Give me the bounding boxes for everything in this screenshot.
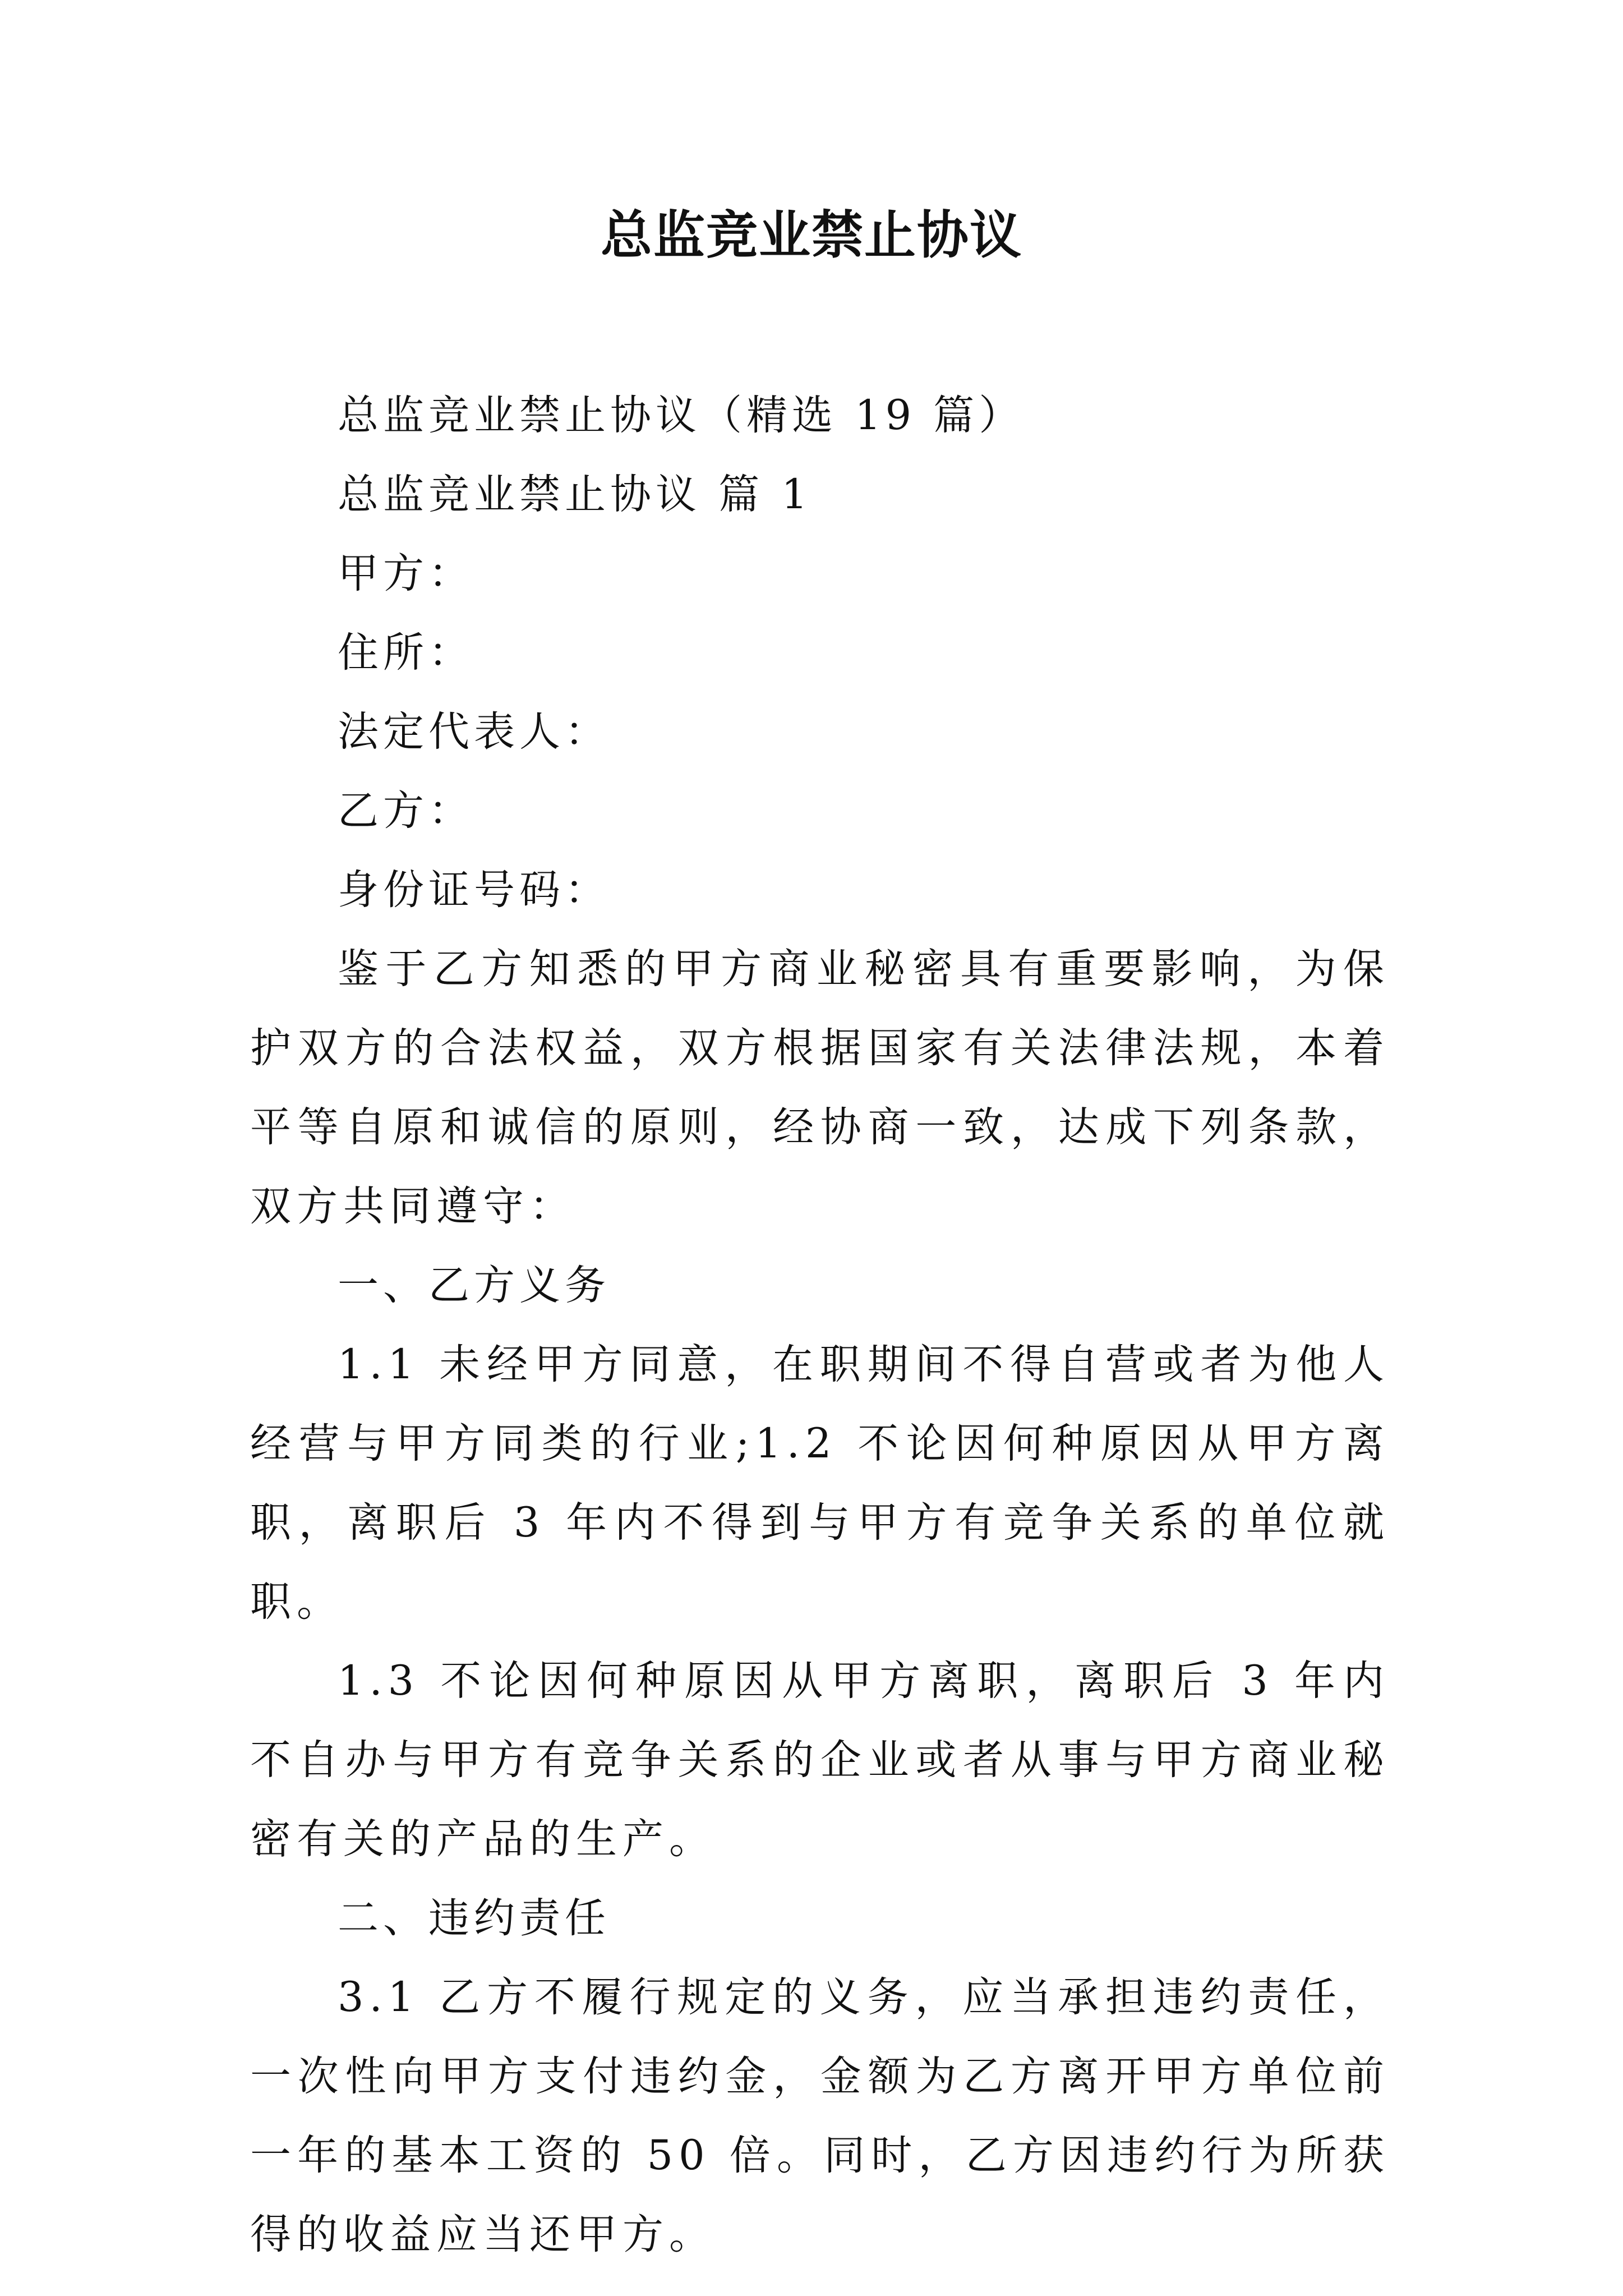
address-field: 住所： xyxy=(338,629,474,677)
document-subtitle: 总监竞业禁止协议（精选 19 篇） xyxy=(338,392,1025,439)
document-title: 总监竞业禁止协议 xyxy=(600,205,1022,265)
party-a-field: 甲方： xyxy=(338,550,474,597)
heading-party-b-obligations: 一、乙方义务 xyxy=(338,1262,610,1309)
preamble-paragraph: 鉴于乙方知悉的甲方商业秘密具有重要影响，为保护双方的合法权益，双方根据国家有关法律法规，本着平等自原和诚信的原则，经协商一致，达成下列条款，双方共同遵守： xyxy=(250,945,1390,1230)
id-number-field: 身份证号码： xyxy=(338,866,610,914)
document-body xyxy=(250,376,1390,2274)
clause-1-3: 1.3 不论因何种原因从甲方离职，离职后 3 年内不自办与甲方有竞争关系的企业或者从事与甲方商业秘密有关的产品的生产。 xyxy=(250,1657,1390,1863)
party-b-field: 乙方： xyxy=(338,787,474,835)
clause-3-1: 3.1 乙方不履行规定的义务，应当承担违约责任，一次性向甲方支付违约金，金额为乙方离开甲方单位前一年的基本工资的 50 倍。同时，乙方因违约行为所获得的收益应当还甲方。 xyxy=(250,1973,1390,2258)
clause-1-1-and-1-2: 1.1 未经甲方同意，在职期间不得自营或者为他人经营与甲方同类的行业;1.2 不论因何种原因从甲方离职，离职后 3 年内不得到与甲方有竞争关系的单位就职。 xyxy=(250,1341,1390,1626)
legal-representative-field: 法定代表人： xyxy=(338,708,610,756)
section-heading: 总监竞业禁止协议 篇 1 xyxy=(338,471,812,518)
heading-breach-liability: 二、违约责任 xyxy=(338,1894,610,1942)
